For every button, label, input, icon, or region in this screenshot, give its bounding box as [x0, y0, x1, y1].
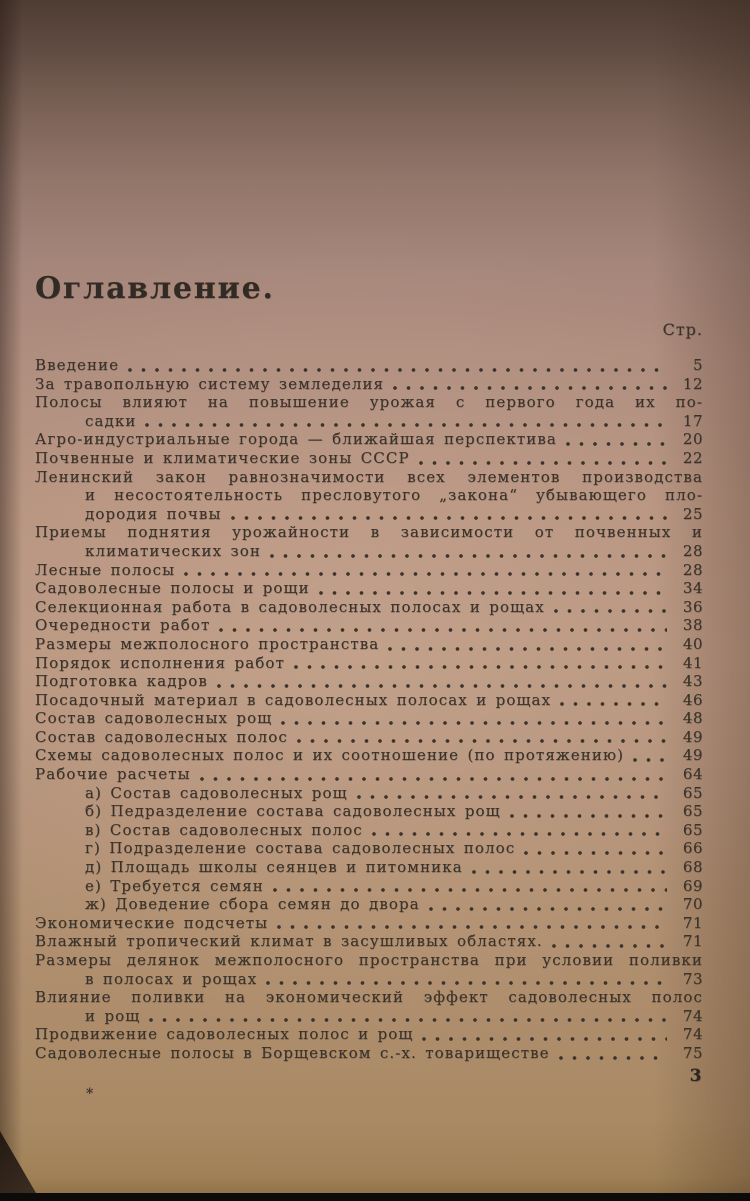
entry-title: Введение	[35, 356, 120, 374]
entry-row	[35, 1025, 703, 1044]
entry-title: Схемы садоволесных полос и их соотношение (по протяжению)	[35, 746, 625, 765]
entry-text-line: Влияние поливки на экономический эффект садоволесных полос	[35, 988, 703, 1007]
entry-page-number: 36	[682, 597, 703, 616]
entry-row	[35, 542, 703, 561]
toc-entry	[35, 654, 703, 673]
toc-entry	[35, 839, 703, 858]
backdrop-edge	[0, 1193, 750, 1201]
dot-leader	[294, 665, 667, 669]
dot-leader	[217, 684, 667, 688]
signature-mark: *	[86, 1086, 94, 1102]
entry-page-number: 28	[682, 560, 703, 579]
toc-entry	[35, 375, 703, 394]
entry-row	[35, 895, 703, 914]
toc-entry	[35, 579, 703, 598]
entry-page-number: 71	[682, 913, 703, 932]
entry-row	[35, 691, 703, 710]
entry-page-number: 17	[682, 411, 703, 430]
entry-page-number: 49	[682, 746, 703, 765]
dot-leader	[273, 888, 667, 892]
dot-leader	[559, 1056, 667, 1060]
entry-page-number: 40	[682, 634, 703, 653]
toc-entry	[35, 709, 703, 728]
dot-leader	[393, 386, 667, 390]
toc-entry	[35, 802, 703, 821]
entry-row	[35, 821, 703, 840]
dot-leader	[552, 944, 667, 948]
entry-row	[35, 858, 703, 877]
dot-leader	[429, 907, 667, 911]
entry-title: Очередности работ	[35, 616, 211, 635]
toc-entry	[35, 523, 703, 560]
dot-leader	[560, 702, 667, 706]
entry-row	[35, 914, 703, 933]
entry-title: Продвижение садоволесных полос и рощ	[35, 1025, 414, 1044]
page-corner-shadow	[0, 1131, 36, 1193]
toc-entry	[35, 598, 703, 617]
entry-page-number: 46	[682, 690, 703, 709]
entry-title: Агро-индустриальные города — ближайшая перспектива	[35, 430, 557, 449]
toc-entries	[35, 356, 703, 1063]
entry-title: Порядок исполнения работ	[35, 653, 285, 672]
entry-title: в полосах и рощах	[85, 969, 258, 988]
toc-entry	[35, 691, 703, 710]
dot-leader	[419, 461, 667, 465]
dot-leader	[554, 609, 667, 613]
entry-title: Садоволесные полосы в Борщевском с.-х. товариществе	[35, 1043, 550, 1062]
entry-row	[35, 356, 703, 375]
dot-leader	[524, 851, 667, 855]
dot-leader	[266, 981, 667, 985]
page-title: Оглавление.	[35, 271, 275, 306]
entry-row	[35, 784, 703, 803]
toc-entry	[35, 951, 703, 988]
entry-page-number: 64	[682, 765, 703, 784]
dot-leader	[297, 739, 667, 743]
entry-row	[35, 375, 703, 394]
entry-title: дородия почвы	[85, 504, 222, 523]
entry-page-number: 41	[682, 653, 703, 672]
entry-text-line: Ленинский закон равнозначимости всех элементов производства	[35, 467, 703, 486]
entry-page-number: 65	[682, 820, 703, 839]
entry-row	[35, 877, 703, 896]
toc-entry	[35, 784, 703, 803]
dot-leader	[149, 1018, 667, 1022]
toc-entry	[35, 858, 703, 877]
entry-row	[35, 654, 703, 673]
entry-page-number: 75	[682, 1043, 703, 1062]
entry-title: Подготовка кадров	[35, 672, 208, 691]
toc-entry	[35, 932, 703, 951]
entry-title: г) Подразделение состава садоволесных полос	[85, 839, 516, 858]
entry-row	[35, 505, 703, 524]
toc-entry	[35, 393, 703, 430]
entry-text-line: и несостоятельность пресловутого „закона“ убывающего пло-	[85, 486, 703, 505]
folio-page-number: 3	[689, 1066, 702, 1086]
entry-title: а) Состав садоволесных рощ	[85, 783, 348, 802]
entry-page-number: 38	[682, 616, 703, 635]
toc-entry	[35, 468, 703, 524]
dot-leader	[472, 870, 667, 874]
entry-title: Влажный тропический климат в засушливых областях.	[35, 932, 543, 951]
entry-row	[35, 430, 703, 449]
dot-leader	[388, 647, 667, 651]
dot-leader	[128, 368, 667, 372]
entry-page-number: 22	[682, 448, 703, 467]
entry-title: Лесные полосы	[35, 560, 176, 579]
entry-text-line: Приемы поднятия урожайности в зависимости от почвенных и	[35, 523, 703, 542]
entry-title: Почвенные и климатические зоны СССР	[35, 448, 410, 467]
toc-entry	[35, 356, 703, 375]
page-column-label: Стр.	[662, 320, 703, 339]
entry-title: б) Педразделение состава садоволесных рощ	[85, 802, 501, 821]
entry-page-number: 34	[682, 579, 703, 598]
dot-leader	[319, 591, 667, 595]
entry-page-number: 65	[682, 802, 703, 821]
toc-entry	[35, 635, 703, 654]
entry-page-number: 65	[682, 783, 703, 802]
toc-entry	[35, 430, 703, 449]
toc-entry	[35, 765, 703, 784]
entry-title: Посадочный материал в садоволесных полосах и рощах	[35, 690, 552, 709]
entry-title: Состав садоволесных рощ	[35, 709, 273, 728]
entry-title: ж) Доведение сбора семян до двора	[85, 895, 420, 914]
dot-leader	[231, 516, 668, 520]
entry-page-number: 69	[682, 876, 703, 895]
entry-page-number: 28	[682, 541, 703, 560]
entry-text-line: Размеры делянок межполосного пространства при условии поливки	[35, 951, 703, 969]
entry-title: садки	[85, 411, 137, 430]
entry-row	[35, 1007, 703, 1026]
entry-page-number: 74	[682, 1006, 703, 1025]
dot-leader	[357, 795, 667, 799]
entry-title: Размеры межполосного пространства	[35, 634, 380, 653]
toc-entry	[35, 616, 703, 635]
entry-title: За травопольную систему земледелия	[35, 374, 385, 393]
toc-entry	[35, 672, 703, 691]
entry-row	[35, 746, 703, 765]
entry-title: и рощ	[85, 1006, 141, 1025]
entry-title: Экономические подсчеты	[35, 913, 269, 932]
toc-entry	[35, 1025, 703, 1044]
entry-row	[35, 672, 703, 691]
entry-row	[35, 561, 703, 580]
entry-title: Рабочие расчеты	[35, 765, 191, 784]
entry-title: е) Требуется семян	[85, 876, 264, 895]
table-of-contents	[35, 272, 703, 1063]
entry-row	[35, 579, 703, 598]
entry-row	[35, 802, 703, 821]
entry-page-number: 70	[682, 895, 703, 914]
toc-entry	[35, 561, 703, 580]
toc-entry	[35, 746, 703, 765]
toc-entry	[35, 449, 703, 468]
entry-page-number: 74	[682, 1025, 703, 1044]
entry-page-number: 5	[692, 356, 703, 374]
entry-row	[35, 1044, 703, 1063]
entry-page-number: 43	[682, 672, 703, 691]
entry-row	[35, 970, 703, 989]
dot-leader	[277, 925, 667, 929]
entry-row	[35, 412, 703, 431]
entry-page-number: 20	[682, 430, 703, 449]
entry-row	[35, 598, 703, 617]
toc-entry	[35, 728, 703, 747]
entry-page-number: 68	[682, 858, 703, 877]
entry-title: Селекционная работа в садоволесных полосах и рощах	[35, 597, 545, 616]
entry-title: в) Состав садоволесных полос	[85, 820, 363, 839]
toc-entry	[35, 895, 703, 914]
entry-page-number: 73	[682, 969, 703, 988]
dot-leader	[633, 758, 667, 762]
dot-leader	[219, 628, 667, 632]
entry-page-number: 71	[682, 932, 703, 951]
entry-row	[35, 635, 703, 654]
entry-row	[35, 709, 703, 728]
entry-page-number: 12	[682, 374, 703, 393]
entry-page-number: 49	[682, 727, 703, 746]
dot-leader	[510, 814, 667, 818]
toc-entry	[35, 821, 703, 840]
entry-text-line: Полосы влияют на повышение урожая с первого года их по-	[35, 393, 703, 412]
entry-row	[35, 765, 703, 784]
entry-title: Состав садоволесных полос	[35, 727, 288, 746]
entry-row	[35, 839, 703, 858]
dot-leader	[200, 777, 667, 781]
entry-title: д) Площадь школы сеянцев и питомника	[85, 858, 463, 877]
entry-title: Садоволесные полосы и рощи	[35, 579, 310, 598]
dot-leader	[281, 721, 667, 725]
entry-page-number: 66	[682, 839, 703, 858]
toc-entry	[35, 877, 703, 896]
toc-entry	[35, 914, 703, 933]
dot-leader	[184, 572, 667, 576]
entry-row	[35, 932, 703, 951]
entry-row	[35, 616, 703, 635]
toc-entry	[35, 1044, 703, 1063]
entry-page-number: 25	[682, 504, 703, 523]
dot-leader	[145, 423, 667, 427]
entry-page-number: 48	[682, 709, 703, 728]
dot-leader	[422, 1037, 667, 1041]
entry-row	[35, 728, 703, 747]
entry-title: климатических зон	[85, 541, 262, 560]
dot-leader	[270, 554, 667, 558]
dot-leader	[566, 442, 667, 446]
toc-entry	[35, 988, 703, 1025]
dot-leader	[372, 832, 667, 836]
entry-row	[35, 449, 703, 468]
